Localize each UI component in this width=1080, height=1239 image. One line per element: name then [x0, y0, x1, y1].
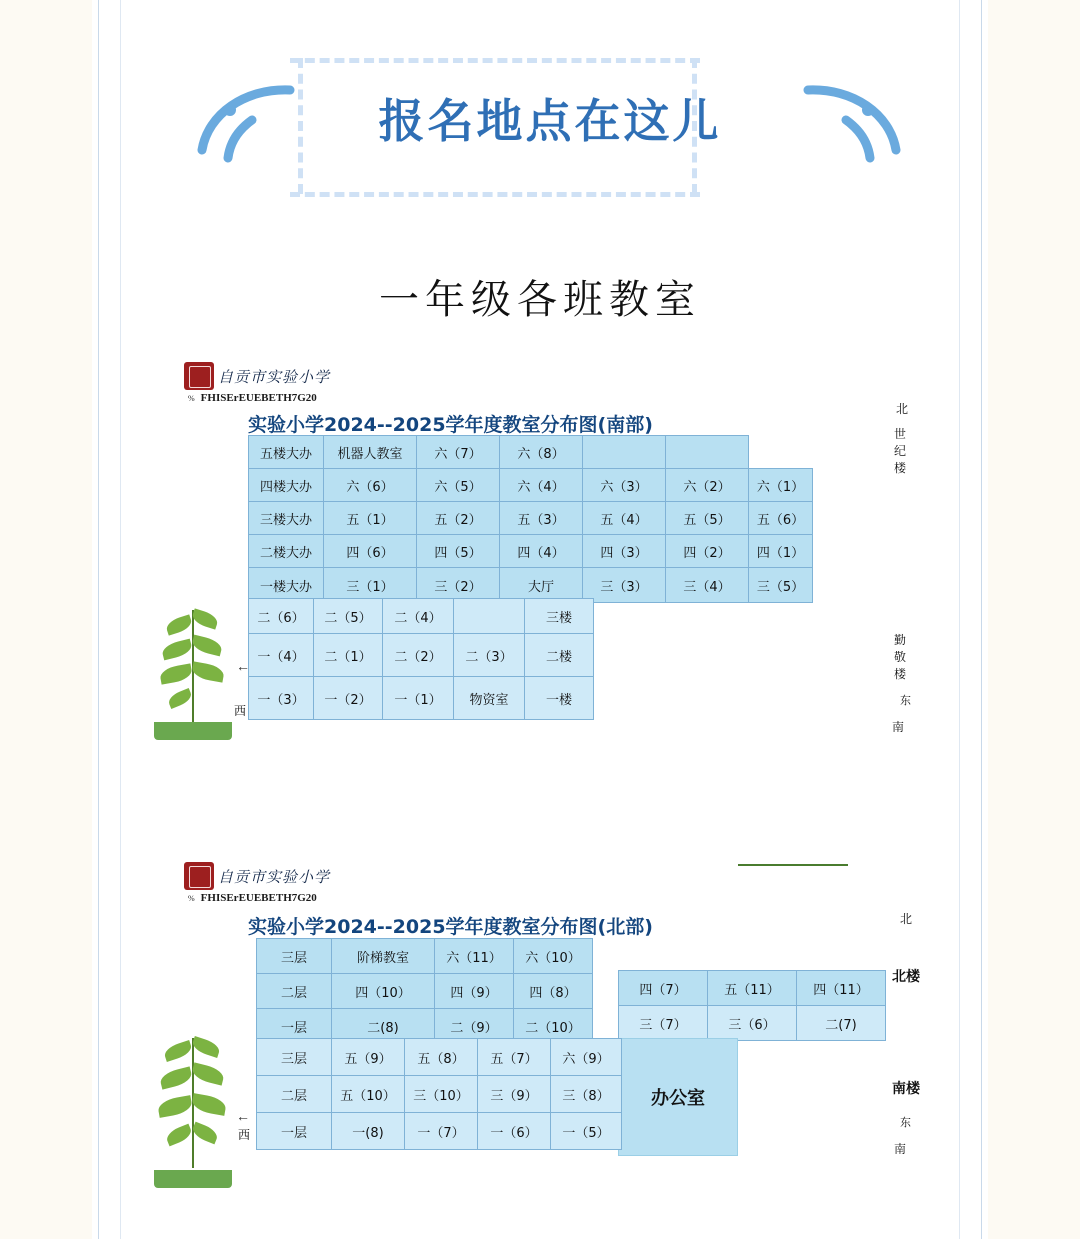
cell: 五（2）	[417, 502, 500, 535]
right-inner-rule-line	[959, 0, 960, 1239]
table-row	[257, 939, 593, 974]
cell	[583, 436, 666, 469]
cell: 五（8）	[405, 1039, 478, 1076]
cell: 三楼	[525, 599, 594, 634]
cell: 四（1）	[749, 535, 813, 568]
cell: 一（1）	[383, 677, 454, 720]
left-rule-line	[98, 0, 99, 1239]
cell: 三层	[257, 1039, 332, 1076]
cell: 一（2）	[314, 677, 383, 720]
cell: 二（5）	[314, 599, 383, 634]
cell: 四楼大办	[249, 469, 324, 502]
cell: 四（10）	[332, 974, 435, 1009]
cell: 阶梯教室	[332, 939, 435, 974]
school-logo-row-north	[184, 862, 330, 890]
cell: 六（7）	[417, 436, 500, 469]
cell	[666, 436, 749, 469]
cell: 五（11）	[708, 971, 797, 1006]
south-map-block	[148, 362, 938, 752]
cell: 一（5）	[551, 1113, 622, 1150]
cell: 三（5）	[749, 568, 813, 603]
file-code-value: FHISErEUEBETH7G20	[200, 392, 317, 404]
cell: 一(8)	[332, 1113, 405, 1150]
school-name-script: 自贡市实验小学	[218, 367, 331, 386]
compass-east-north-map: 东	[900, 1116, 911, 1129]
cell: 二层	[257, 974, 332, 1009]
cell: 二楼大办	[249, 535, 324, 568]
banner	[180, 40, 920, 215]
cell: 六（2）	[666, 469, 749, 502]
compass-east-south-map: 东	[900, 694, 911, 707]
cell: 六（10）	[514, 939, 593, 974]
south-main-table	[248, 435, 813, 603]
south-map-title: 实验小学2024--2025学年度教室分布图(南部)	[248, 414, 653, 436]
table-row	[249, 535, 813, 568]
file-code-prefix: %	[188, 394, 195, 403]
cell: 二(7)	[797, 1006, 886, 1041]
west-arrow-icon: ←	[236, 658, 250, 674]
cell: 六（9）	[551, 1039, 622, 1076]
banner-dash-top	[290, 58, 700, 63]
cell: 二（4）	[383, 599, 454, 634]
cell	[454, 599, 525, 634]
building-century-label: 世 纪 楼	[893, 427, 906, 475]
cell: 五（1）	[324, 502, 417, 535]
cell: 六（8）	[500, 436, 583, 469]
cell: 六（6）	[324, 469, 417, 502]
banner-title: 报名地点在这儿	[378, 94, 722, 148]
school-crest-icon	[184, 362, 214, 390]
table-row	[619, 1006, 886, 1041]
right-rule-line	[981, 0, 982, 1239]
table-row	[249, 436, 813, 469]
cell: 一楼	[525, 677, 594, 720]
table-row	[257, 1039, 622, 1076]
cell: 三（7）	[619, 1006, 708, 1041]
cell: 六（11）	[435, 939, 514, 974]
table-row	[249, 634, 594, 677]
cell: 一（4）	[249, 634, 314, 677]
school-name-script-north: 自贡市实验小学	[218, 867, 331, 886]
cell: 四（3）	[583, 535, 666, 568]
cell: 六（4）	[500, 469, 583, 502]
banner-dash-bottom	[290, 192, 700, 197]
file-code-prefix-north: %	[188, 894, 195, 903]
cell: 二楼	[525, 634, 594, 677]
table-row	[619, 971, 886, 1006]
cell: 一层	[257, 1113, 332, 1150]
compass-west-south: 西	[234, 704, 247, 718]
cell: 三层	[257, 939, 332, 974]
page-subtitle: 一年级各班教室	[379, 277, 701, 323]
cell: 物资室	[454, 677, 525, 720]
building-south-label: 南楼	[892, 1081, 920, 1097]
cell: 一楼大办	[249, 568, 324, 603]
cell: 二层	[257, 1076, 332, 1113]
green-divider-line	[738, 864, 848, 866]
west-arrow-icon-north: ←	[236, 1108, 250, 1124]
table-row	[249, 469, 813, 502]
cell: 大厅	[500, 568, 583, 603]
building-north-label: 北楼	[892, 969, 920, 985]
left-margin-strip	[0, 0, 92, 1239]
north-map-block	[148, 862, 938, 1192]
table-row	[249, 599, 594, 634]
cell: 六（5）	[417, 469, 500, 502]
school-logo-row	[184, 362, 330, 390]
plant-decoration-north	[154, 1030, 232, 1188]
cell: 二（2）	[383, 634, 454, 677]
cell: 四（5）	[417, 535, 500, 568]
cell: 三（6）	[708, 1006, 797, 1041]
file-code-south	[188, 392, 317, 404]
office-box: 办公室	[618, 1038, 738, 1156]
file-code-value-north: FHISErEUEBETH7G20	[200, 892, 317, 904]
compass-north-north-map: 北	[900, 912, 913, 926]
cell: 二（1）	[314, 634, 383, 677]
cell: 一层	[257, 1009, 332, 1044]
cell: 三楼大办	[249, 502, 324, 535]
compass-south-north-map: 南	[894, 1142, 907, 1156]
cell: 五（4）	[583, 502, 666, 535]
cell: 五（9）	[332, 1039, 405, 1076]
cell: 机器人教室	[324, 436, 417, 469]
table-row	[257, 1113, 622, 1150]
cell: 五（10）	[332, 1076, 405, 1113]
cell: 四（11）	[797, 971, 886, 1006]
cell: 二（3）	[454, 634, 525, 677]
north-map-title: 实验小学2024--2025学年度教室分布图(北部)	[248, 916, 653, 938]
file-code-north	[188, 892, 317, 904]
table-row	[257, 974, 593, 1009]
cell: 一（6）	[478, 1113, 551, 1150]
cell: 三（10）	[405, 1076, 478, 1113]
cell: 五（5）	[666, 502, 749, 535]
cell: 四（9）	[435, 974, 514, 1009]
cell: 五（7）	[478, 1039, 551, 1076]
table-row	[249, 502, 813, 535]
cell: 四（2）	[666, 535, 749, 568]
cell: 三（3）	[583, 568, 666, 603]
cell: 一（7）	[405, 1113, 478, 1150]
cell: 四（8）	[514, 974, 593, 1009]
north-side-table	[618, 970, 886, 1041]
cell: 三（9）	[478, 1076, 551, 1113]
north-upper-table	[256, 938, 593, 1044]
north-lower-table	[256, 1038, 622, 1150]
cell: 四（6）	[324, 535, 417, 568]
cell: 五（6）	[749, 502, 813, 535]
table-row	[249, 677, 594, 720]
compass-north-south-map: 北	[896, 402, 909, 416]
left-inner-rule-line	[120, 0, 121, 1239]
cell: 二（9）	[435, 1009, 514, 1044]
cell: 三（1）	[324, 568, 417, 603]
school-crest-icon	[184, 862, 214, 890]
cell: 四（4）	[500, 535, 583, 568]
cell: 六（3）	[583, 469, 666, 502]
cell: 六（1）	[749, 469, 813, 502]
cell: 四（7）	[619, 971, 708, 1006]
cell: 二（6）	[249, 599, 314, 634]
right-margin-strip	[988, 0, 1080, 1239]
table-row	[257, 1076, 622, 1113]
cell: 五（3）	[500, 502, 583, 535]
compass-west-north-map: 西	[238, 1128, 251, 1142]
building-qinjing-label: 勤 敬 楼	[893, 633, 906, 681]
cell: 三（2）	[417, 568, 500, 603]
cell: 二（10）	[514, 1009, 593, 1044]
cell: 三（4）	[666, 568, 749, 603]
cell: 三（8）	[551, 1076, 622, 1113]
south-lower-table	[248, 598, 594, 720]
cell: 五楼大办	[249, 436, 324, 469]
compass-south-south-map: 南	[892, 720, 905, 734]
plant-decoration-south	[154, 600, 232, 740]
cell: 二(8)	[332, 1009, 435, 1044]
cell: 一（3）	[249, 677, 314, 720]
